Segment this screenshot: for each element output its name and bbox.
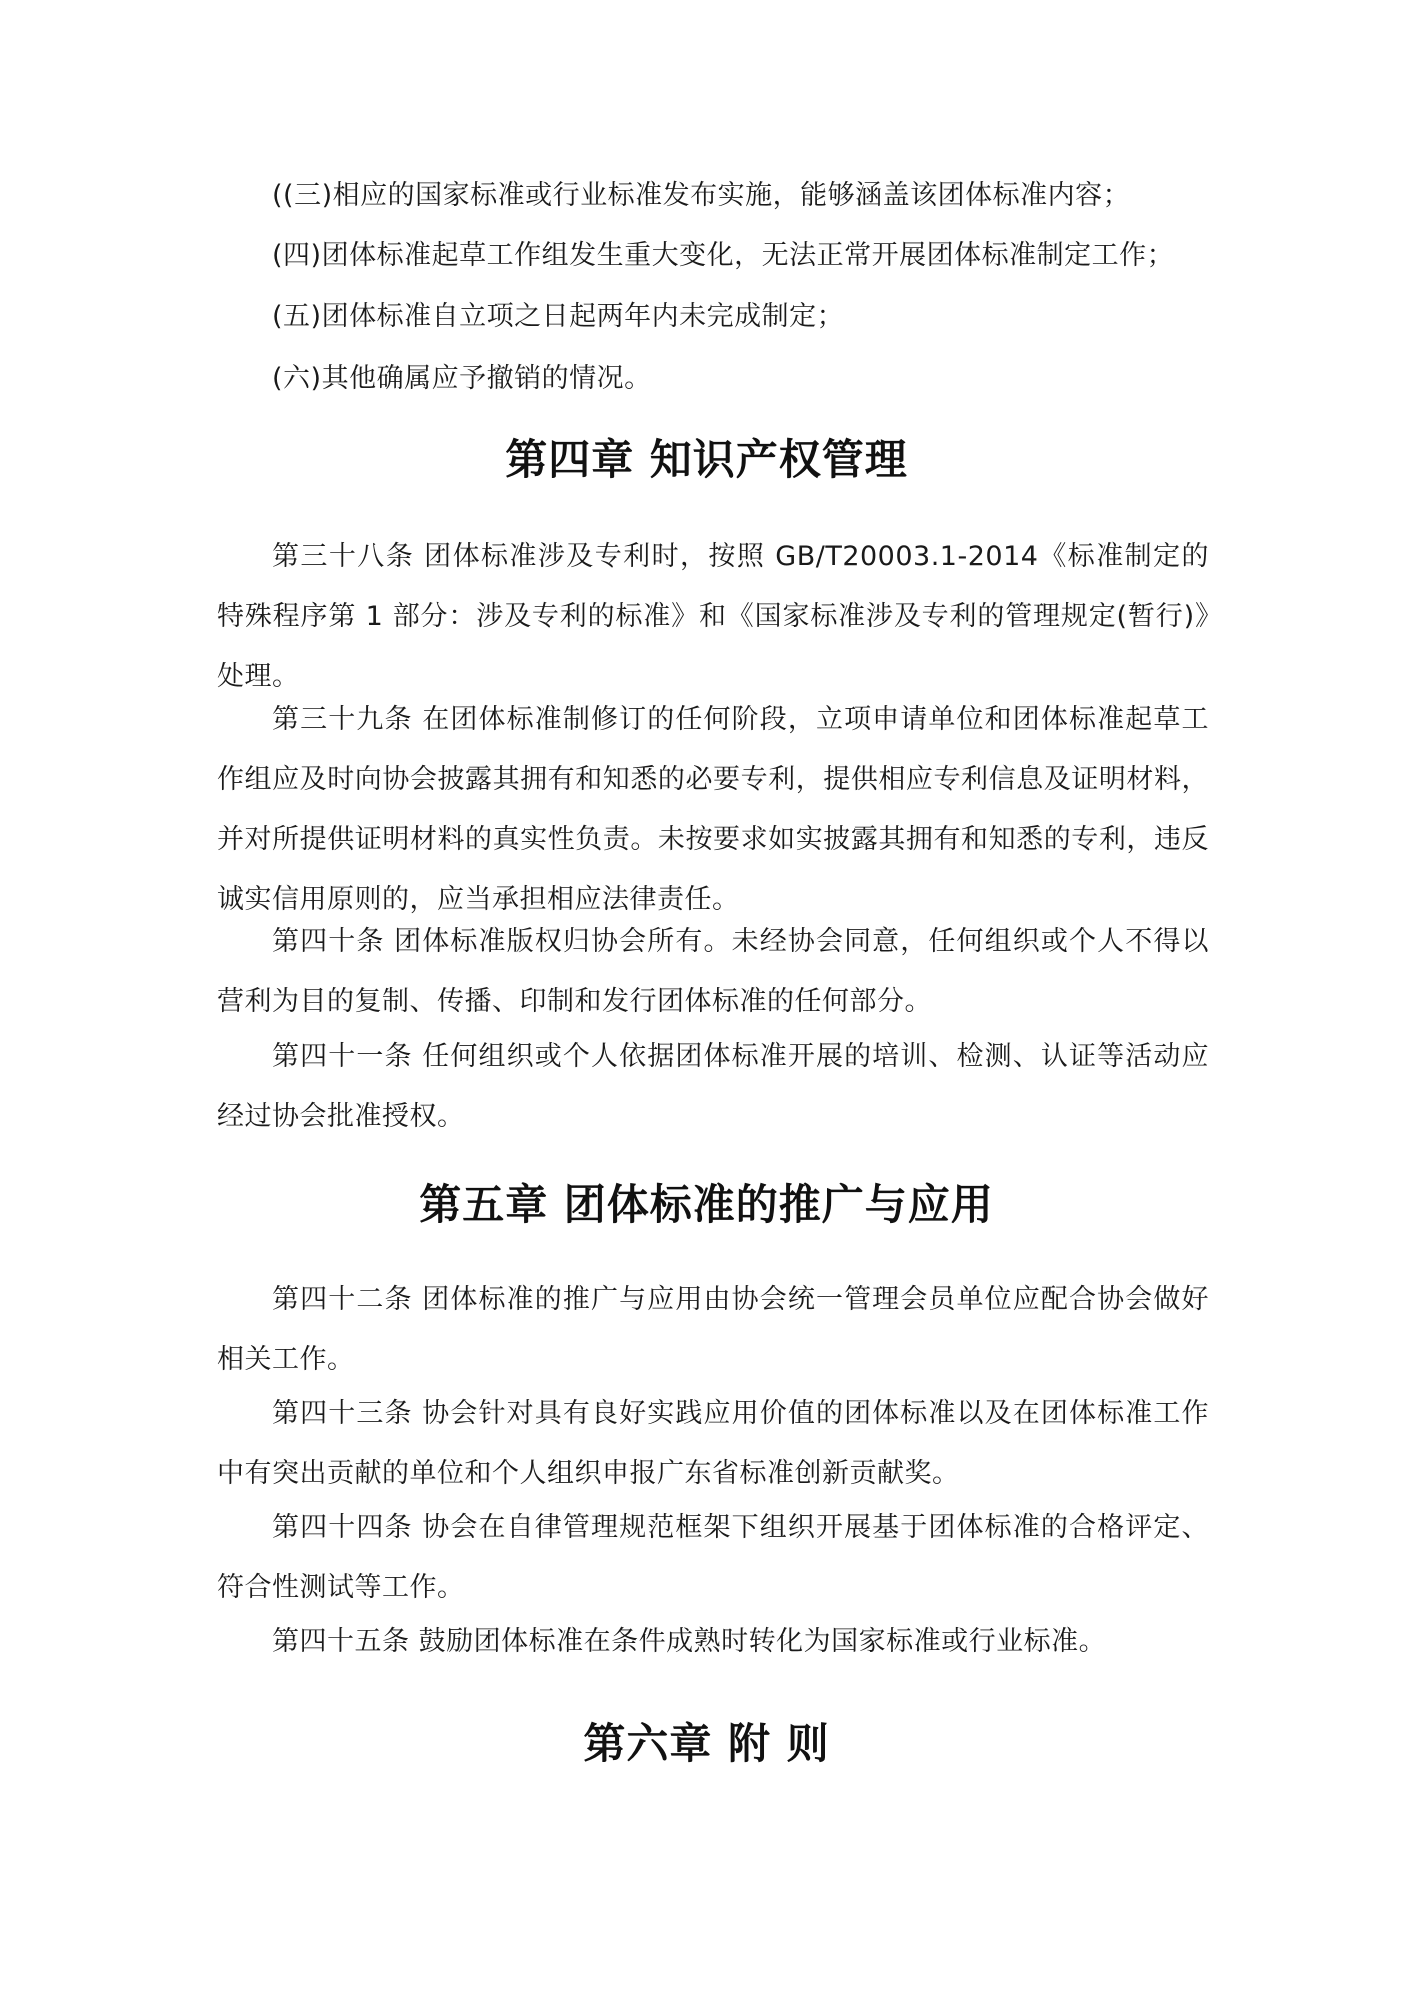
chapter-title: 第五章 团体标准的推广与应用 [419,1180,994,1229]
chapter-title: 第四章 知识产权管理 [505,435,908,484]
chapter-title: 第六章 附 则 [583,1719,830,1768]
list-item: ((三)相应的国家标准或行业标准发布实施，能够涵盖该团体标准内容； [272,180,1131,211]
article-paragraph: 第三十九条 在团体标准制修订的任何阶段，立项申请单位和团体标准起草工作组应及时向协会披露其拥有和知悉的必要专利，提供相应专利信息及证明材料，并对所提供证明材料的真实性负责。未按要求如实披露其拥有和知悉的专利，违反诚实信用原则的，应当承担相应法律责任。 [217,704,1209,915]
article-paragraph: 第四十五条 鼓励团体标准在条件成熟时转化为国家标准或行业标准。 [272,1626,1107,1657]
article-paragraph: 第三十八条 团体标准涉及专利时，按照 GB/T20003.1-2014《标准制定的特殊程序第 1 部分：涉及专利的标准》和《国家标准涉及专利的管理规定(暂行)》处理。 [217,541,1209,692]
article-paragraph: 第四十二条 团体标准的推广与应用由协会统一管理会员单位应配合协会做好相关工作。 [217,1284,1209,1375]
article-paragraph: 第四十四条 协会在自律管理规范框架下组织开展基于团体标准的合格评定、符合性测试等工作。 [217,1512,1209,1603]
article-paragraph: 第四十三条 协会针对具有良好实践应用价值的团体标准以及在团体标准工作中有突出贡献的单位和个人组织申报广东省标准创新贡献奖。 [217,1398,1209,1489]
article-paragraph: 第四十条 团体标准版权归协会所有。未经协会同意，任何组织或个人不得以营利为目的复制、传播、印制和发行团体标准的任何部分。 [217,926,1209,1017]
list-item: (四)团体标准起草工作组发生重大变化，无法正常开展团体标准制定工作； [272,240,1175,271]
article-paragraph: 第四十一条 任何组织或个人依据团体标准开展的培训、检测、认证等活动应经过协会批准授权。 [217,1041,1209,1132]
list-item: (五)团体标准自立项之日起两年内未完成制定； [272,301,845,332]
list-item: (六)其他确属应予撤销的情况。 [272,363,652,394]
